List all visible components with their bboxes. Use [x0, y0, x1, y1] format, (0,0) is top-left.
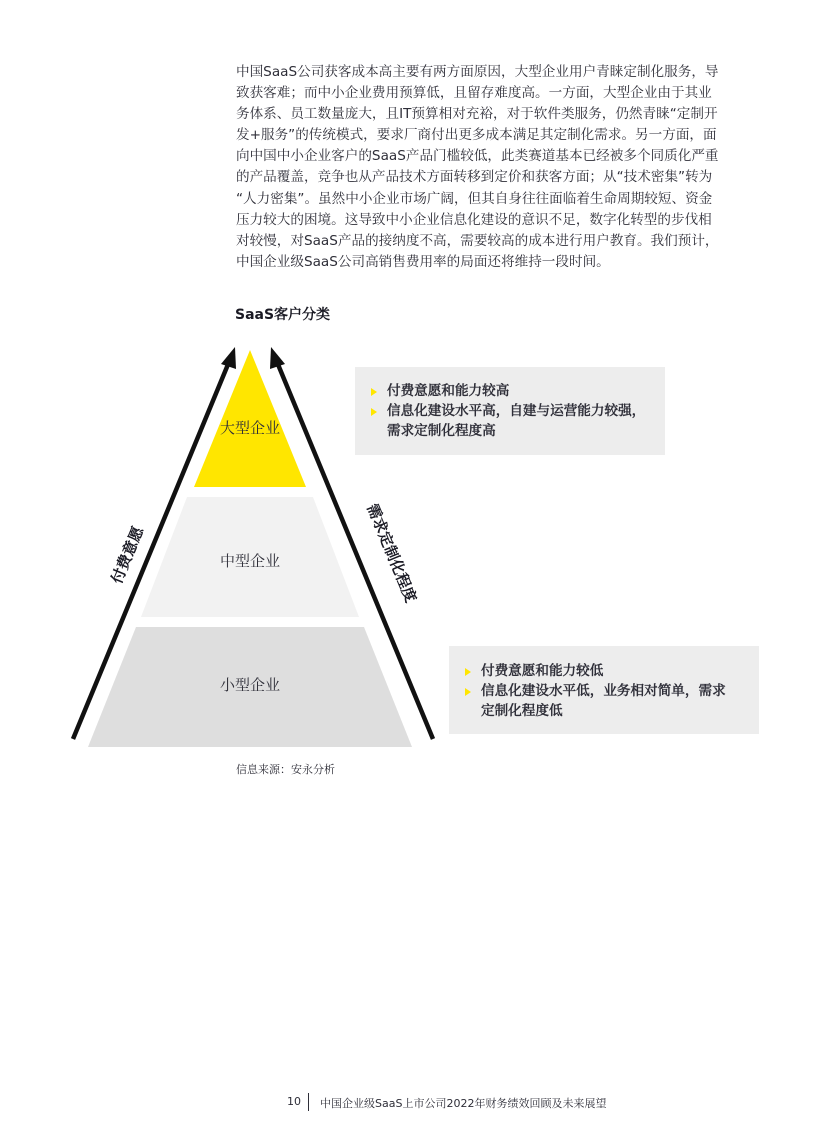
small-enterprise-note-box — [449, 646, 759, 734]
paragraph-line: 向中国中小企业客户的SaaS产品门槛较低，此类赛道基本已经被多个同质化严重 — [236, 148, 719, 165]
note-text: 定制化程度低 — [481, 703, 563, 719]
triangle-bullet-icon — [465, 688, 471, 696]
tier-large-label: 大型企业 — [219, 419, 281, 437]
right-axis-label: 需求定制化程度 — [363, 501, 421, 606]
left-axis-arrowhead — [221, 347, 236, 369]
paragraph-line: 的产品覆盖，竞争也从产品技术方面转移到定价和获客方面；从“技术密集”转为 — [236, 169, 713, 186]
paragraph-line: 中国企业级SaaS公司高销售费用率的局面还将维持一段时间。 — [236, 253, 610, 270]
page-number: 10 — [287, 1095, 301, 1108]
left-axis-label: 付费意愿 — [107, 523, 148, 587]
right-axis-arrowhead — [270, 347, 285, 369]
page-footer — [0, 1093, 816, 1113]
large-enterprise-note-box — [355, 367, 665, 455]
note-text: 付费意愿和能力较高 — [387, 383, 510, 399]
paragraph-line: 发+服务”的传统模式，要求厂商付出更多成本满足其定制化需求。另一方面，面 — [236, 127, 717, 144]
tier-medium-label: 中型企业 — [219, 552, 281, 570]
paragraph-line: 致获客难；而中小企业费用预算低，且留存难度高。一方面，大型企业由于其业 — [236, 85, 712, 102]
note-item — [365, 401, 655, 441]
paragraph-line: “人力密集”。虽然中小企业市场广阔，但其自身往往面临着生命周期较短、资金 — [236, 190, 713, 207]
note-text: 付费意愿和能力较低 — [481, 663, 604, 679]
note-text: 信息化建设水平高，自建与运营能力较强， — [387, 403, 646, 419]
note-text: 信息化建设水平低，业务相对简单，需求 — [481, 683, 726, 699]
triangle-bullet-icon — [465, 668, 471, 676]
footer-divider — [308, 1093, 309, 1111]
source-note: 信息来源：安永分析 — [236, 763, 335, 776]
note-item — [365, 381, 655, 401]
paragraph-line: 务体系、员工数量庞大，且IT预算相对充裕，对于软件类服务，仍然青睐“定制开 — [236, 106, 718, 123]
note-item — [459, 681, 749, 721]
body-paragraph — [236, 62, 760, 273]
tier-small-label: 小型企业 — [219, 676, 281, 694]
paragraph-line: 中国SaaS公司获客成本高主要有两方面原因，大型企业用户青睐定制化服务，导 — [236, 64, 719, 80]
note-text: 需求定制化程度高 — [387, 423, 496, 439]
paragraph-line: 对较慢，对SaaS产品的接纳度不高，需要较高的成本进行用户教育。我们预计， — [236, 232, 719, 249]
figure-title: SaaS客户分类 — [235, 307, 331, 323]
footer-title: 中国企业级SaaS上市公司2022年财务绩效回顾及未来展望 — [320, 1097, 607, 1110]
triangle-bullet-icon — [371, 388, 377, 396]
triangle-bullet-icon — [371, 408, 377, 416]
paragraph-line: 压力较大的困境。这导致中小企业信息化建设的意识不足，数字化转型的步伐相 — [236, 211, 712, 228]
note-item — [459, 661, 749, 681]
